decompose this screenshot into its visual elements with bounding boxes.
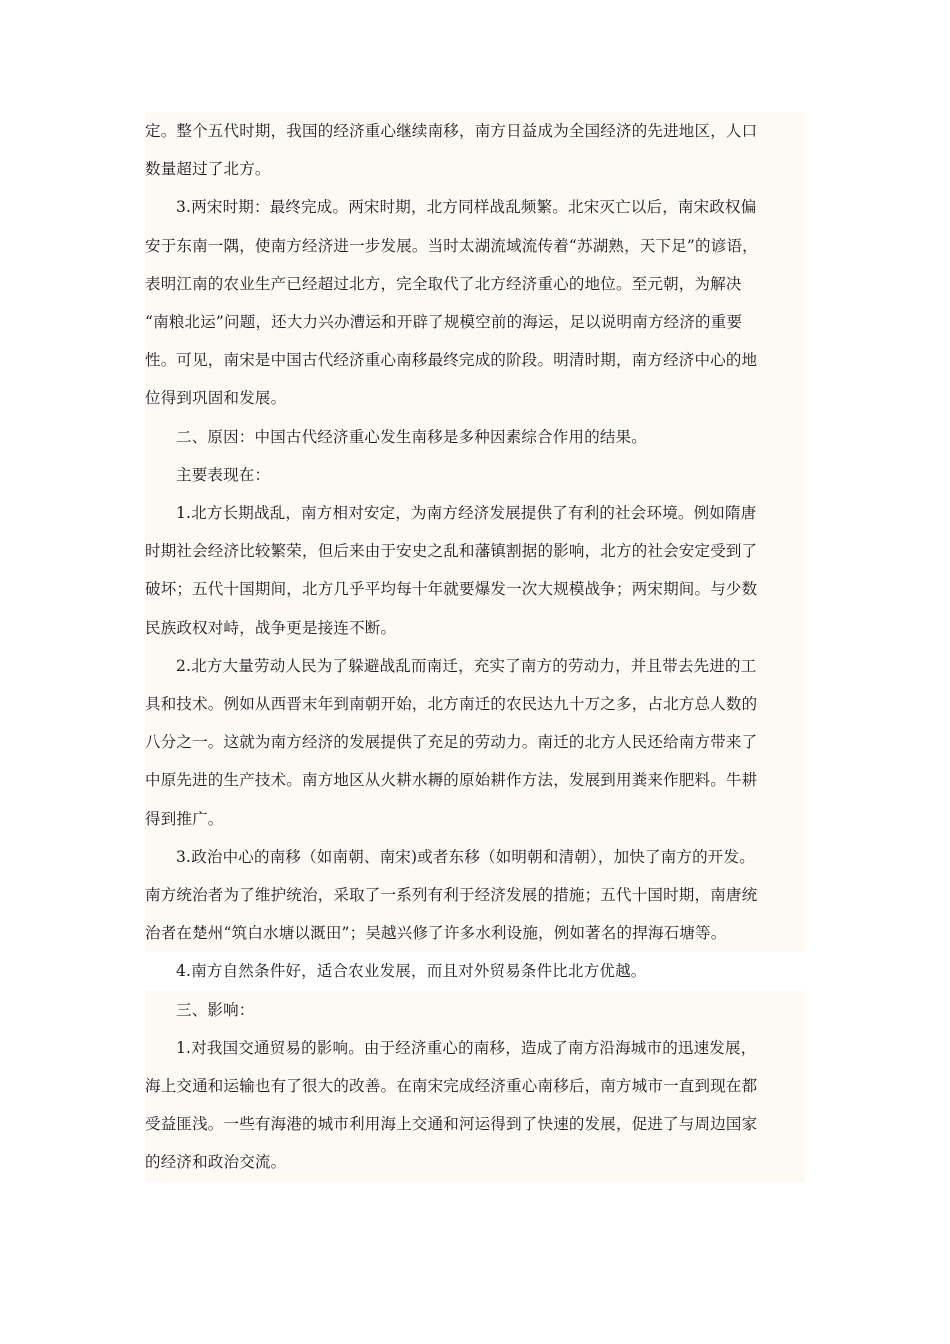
text-line: 性。可见，南宋是中国古代经济重心南移最终完成的阶段。明清时期，南方经济中心的地 — [145, 351, 758, 370]
text-line: 3.两宋时期：最终完成。两宋时期，北方同样战乱频繁。北宋灭亡以后，南宋政权偏 — [176, 198, 757, 217]
text-line: 时期社会经济比较繁荣，但后来由于安史之乱和藩镇割据的影响，北方的社会安定受到了 — [145, 542, 758, 561]
text-line: 表明江南的农业生产已经超过北方，完全取代了北方经济重心的地位。至元朝，为解决 — [145, 274, 742, 293]
text-line: 海上交通和运输也有了很大的改善。在南宋完成经济重心南移后，南方城市一直到现在都 — [145, 1077, 758, 1096]
text-line: “南粮北运”问题，还大力兴办漕运和开辟了规模空前的海运，足以说明南方经济的重要 — [145, 313, 743, 332]
paragraph — [145, 494, 805, 647]
text-line: 位得到巩固和发展。 — [145, 389, 287, 408]
paragraph — [145, 112, 805, 188]
text-line: 具和技术。例如从西晋末年到南朝开始，北方南迁的农民达九十万之多，占北方总人数的 — [145, 695, 758, 714]
text-line: 3.政治中心的南移（如南朝、南宋)或者东移（如明朝和清朝），加快了南方的开发。 — [176, 847, 755, 866]
paragraph — [145, 838, 805, 953]
paragraph — [145, 647, 805, 838]
text-line: 三、影响： — [176, 1000, 255, 1019]
text-line: 1.北方长期战乱，南方相对安定，为南方经济发展提供了有利的社会环境。例如隋唐 — [176, 504, 757, 523]
document-page — [145, 112, 805, 1182]
text-line: 中原先进的生产技术。南方地区从火耕水耨的原始耕作方法，发展到用粪来作肥料。牛耕 — [145, 771, 758, 790]
text-line: 4.南方自然条件好，适合农业发展，而且对外贸易条件比北方优越。 — [176, 962, 647, 981]
paragraph — [145, 188, 805, 417]
paragraph — [145, 991, 805, 1029]
text-line: 南方统治者为了维护统治，采取了一系列有利于经济发展的措施；五代十国时期，南唐统 — [145, 886, 758, 905]
text-line: 八分之一。这就为南方经济的发展提供了充足的劳动力。南迁的北方人民还给南方带来了 — [145, 733, 758, 752]
text-line: 得到推广。 — [145, 809, 224, 828]
paragraph — [145, 418, 805, 456]
paragraph — [145, 1029, 805, 1182]
text-line: 的经济和政治交流。 — [145, 1153, 287, 1172]
text-line: 民族政权对峙，战争更是接连不断。 — [145, 618, 397, 637]
paragraph — [145, 456, 805, 494]
text-line: 定。整个五代时期，我国的经济重心继续南移，南方日益成为全国经济的先进地区，人口 — [145, 122, 758, 140]
text-line: 破坏；五代十国期间，北方几乎平均每十年就要爆发一次大规模战争；两宋期间。与少数 — [145, 580, 758, 599]
text-line: 数量超过了北方。 — [145, 160, 271, 179]
text-line: 1.对我国交通贸易的影响。由于经济重心的南移，造成了南方沿海城市的迅速发展， — [176, 1038, 757, 1057]
text-line: 二、原因：中国古代经济重心发生南移是多种因素综合作用的结果。 — [176, 427, 648, 446]
text-line: 2.北方大量劳动人民为了躲避战乱而南迁，充实了南方的劳动力，并且带去先进的工 — [176, 656, 757, 675]
paragraph — [145, 952, 805, 990]
text-line: 主要表现在： — [176, 465, 271, 484]
text-line: 治者在楚州“筑白水塘以溉田”；吴越兴修了许多水利设施，例如著名的捍海石塘等。 — [145, 924, 727, 943]
text-line: 受益匪浅。一些有海港的城市利用海上交通和河运得到了快速的发展，促进了与周边国家 — [145, 1115, 758, 1134]
text-line: 安于东南一隅，使南方经济进一步发展。当时太湖流域流传着“苏湖熟，天下足”的谚语， — [145, 236, 758, 255]
